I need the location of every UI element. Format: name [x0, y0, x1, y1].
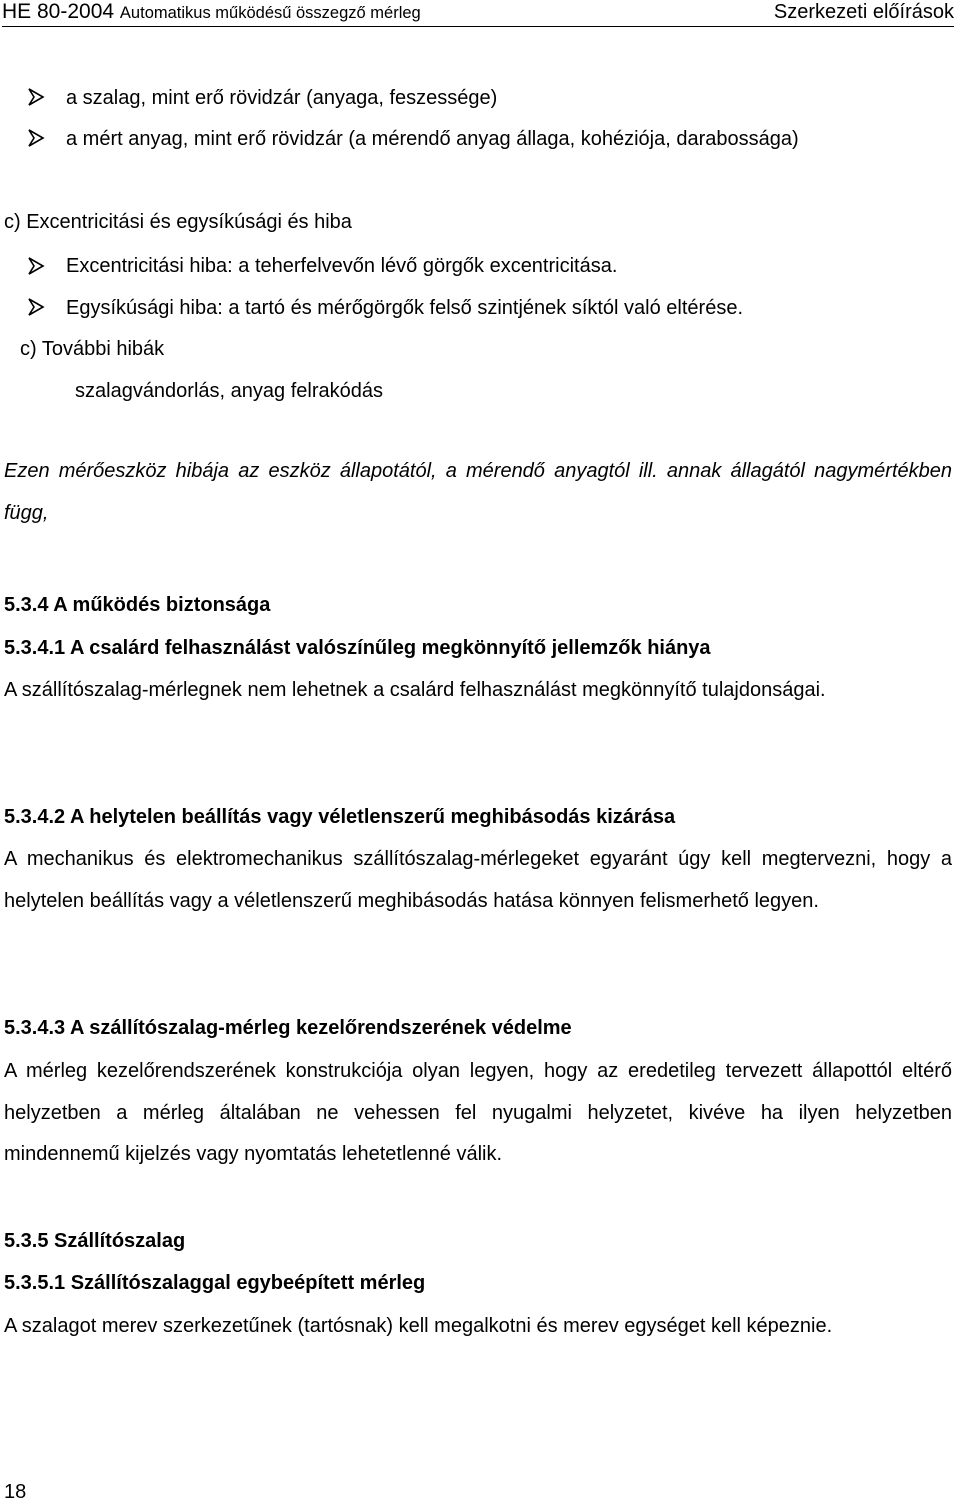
doc-code: HE 80-2004	[2, 0, 115, 23]
arrow-bullet-icon	[26, 128, 46, 148]
doc-title: Automatikus működésű összegző mérleg	[119, 4, 421, 22]
arrow-bullet-icon	[26, 256, 46, 276]
section-heading: 5.3.5 Szállítószalag	[4, 1230, 186, 1252]
paragraph: A mechanikus és elektromechanikus szállítószalag-mérlegeket egyaránt úgy kell megtervezni, hogy a helytelen beállítás vagy a véletlenszerű meghibásodás hatása könnyen felismerhető legyen.	[4, 848, 952, 912]
bullet-item: a szalag, mint erő rövidzár (anyaga, feszessége)	[66, 87, 498, 109]
subheading: c) Excentricitási és egysíkúsági és hiba	[4, 211, 352, 233]
page-header	[2, 0, 954, 27]
italic-note: Ezen mérőeszköz hibája az eszköz állapotától, a mérendő anyagtól ill. annak állagától nagymértékben függ,	[4, 460, 952, 524]
further-errors-text: szalagvándorlás, anyag felrakódás	[75, 380, 383, 402]
bullet-item: Egysíkúsági hiba: a tartó és mérőgörgők felső szintjének síktól való eltérése.	[66, 297, 744, 319]
section-heading: 5.3.4 A működés biztonsága	[4, 594, 271, 616]
section-name: Szerkezeti előírások	[773, 1, 954, 23]
section-heading: 5.3.4.1 A csalárd felhasználást valószínűleg megkönnyítő jellemzők hiánya	[4, 637, 711, 659]
bullet-item: Excentricitási hiba: a teherfelvevőn lévő görgők excentricitása.	[66, 255, 618, 277]
paragraph: A mérleg kezelőrendszerének konstrukciója olyan legyen, hogy az eredetileg tervezett állapottól eltérő helyzetben a mérleg általában ne vehessen fel nyugalmi helyzetet, kivéve ha ilyen helyzetben mindennemű kijelzés vagy nyomtatás lehetetlenné válik.	[4, 1060, 952, 1166]
section-heading: 5.3.4.2 A helytelen beállítás vagy véletlenszerű meghibásodás kizárása	[4, 806, 676, 828]
section-heading: 5.3.5.1 Szállítószalaggal egybeépített mérleg	[4, 1272, 426, 1294]
arrow-bullet-icon	[26, 87, 46, 107]
bullet-item: a mért anyag, mint erő rövidzár (a mérendő anyag állaga, kohéziója, darabossága)	[66, 128, 799, 150]
arrow-bullet-icon	[26, 297, 46, 317]
subheading: c) További hibák	[20, 338, 165, 360]
page-number: 18	[4, 1481, 27, 1503]
paragraph: A szalagot merev szerkezetűnek (tartósnak) kell megalkotni és merev egységet kell képeznie.	[4, 1315, 833, 1337]
section-heading: 5.3.4.3 A szállítószalag-mérleg kezelőrendszerének védelme	[4, 1017, 572, 1039]
paragraph: A szállítószalag-mérlegnek nem lehetnek a csalárd felhasználást megkönnyítő tulajdonságai.	[4, 679, 826, 701]
